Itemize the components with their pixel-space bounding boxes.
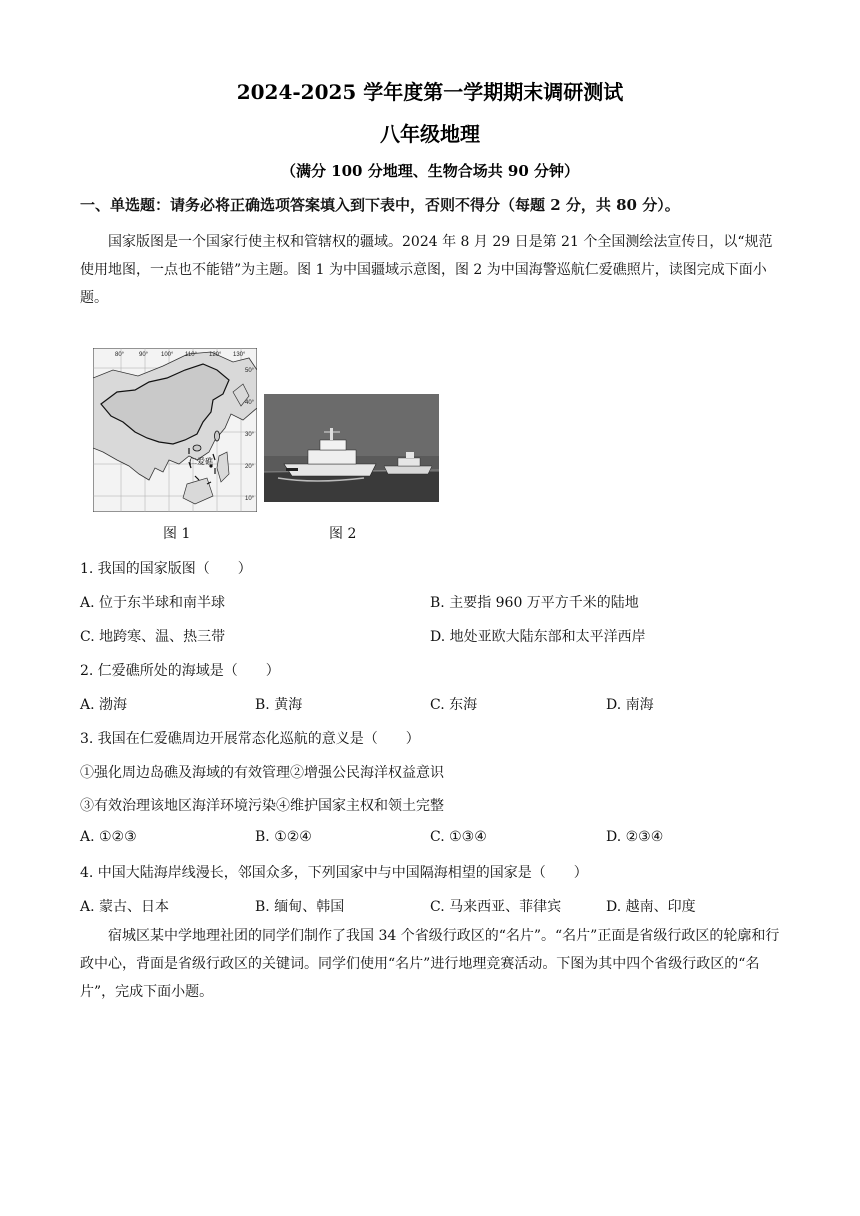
- lon-label: 130°: [233, 352, 246, 358]
- question-3-stem: 3. 我国在仁爱礁周边开展常态化巡航的意义是（ ）: [80, 731, 420, 747]
- intro-paragraph-1: 国家版图是一个国家行使主权和管辖权的疆域。2024 年 8 月 29 日是第 21 个全国测绘法宣传日，以“规范使用地图，一点也不能错”为主题。图 1 为中国疆域示意图，图 2 为中国海警巡航仁爱礁照片，读图完成下面小题。: [80, 234, 773, 306]
- exam-title: 2024-2025 学年度第一学期期末调研测试: [236, 80, 624, 104]
- coast-guard-photo: [264, 394, 439, 502]
- question-4-option-b: B. 缅甸、韩国: [255, 899, 345, 915]
- intro-paragraph-2: 宿城区某中学地理社团的同学们制作了我国 34 个省级行政区的“名片”。“名片”正面是省级行政区的轮廓和行政中心，背面是省级行政区的关键词。同学们使用“名片”进行地理竞赛活动。下图为其中四个省级行政区的“名片”，完成下面小题。: [80, 928, 780, 1000]
- question-1-option-a: A. 位于东半球和南半球: [80, 595, 226, 611]
- figure-1-caption: 图 1: [163, 526, 191, 542]
- question-1-option-b: B. 主要指 960 万平方千米的陆地: [430, 595, 639, 611]
- lat-label: 40°: [245, 400, 255, 406]
- exam-subject: 八年级地理: [380, 122, 480, 146]
- question-4-option-a: A. 蒙古、日本: [80, 899, 170, 915]
- lat-label: 20°: [245, 464, 255, 470]
- question-1-option-c: C. 地跨寒、温、热三带: [80, 629, 226, 645]
- question-3-option-d: D. ②③④: [606, 829, 664, 845]
- question-3-option-b: B. ①②④: [255, 829, 312, 845]
- renai-reef-label: 仁爱礁: [189, 457, 213, 466]
- question-3-statements-2: ③有效治理该地区海洋环境污染④维护国家主权和领土完整: [80, 798, 444, 814]
- question-2-option-d: D. 南海: [606, 697, 654, 713]
- lat-label: 10°: [245, 496, 255, 502]
- exam-note: （满分 100 分地理、生物合场共 90 分钟）: [280, 162, 580, 180]
- question-1-option-d: D. 地处亚欧大陆东部和太平洋西岸: [430, 629, 646, 645]
- section-heading: 一、单选题：请务必将正确选项答案填入到下表中，否则不得分（每题 2 分，共 80 分）。: [80, 196, 680, 214]
- lon-label: 80°: [115, 352, 125, 358]
- question-4-option-d: D. 越南、印度: [606, 899, 696, 915]
- question-2-stem: 2. 仁爱礁所处的海域是（ ）: [80, 663, 280, 679]
- question-2-option-c: C. 东海: [430, 697, 478, 713]
- lon-label: 110°: [185, 352, 197, 358]
- lat-label: 50°: [245, 368, 255, 374]
- question-3-option-a: A. ①②③: [80, 829, 137, 845]
- question-2-option-a: A. 渤海: [80, 697, 128, 713]
- figure-2-caption: 图 2: [329, 526, 357, 542]
- question-2-option-b: B. 黄海: [255, 697, 303, 713]
- question-3-statements-1: ①强化周边岛礁及海域的有效管理②增强公民海洋权益意识: [80, 765, 444, 781]
- lon-label: 90°: [139, 352, 149, 358]
- lon-label: 120°: [209, 352, 222, 358]
- lon-label: 100°: [161, 352, 174, 358]
- question-4-stem: 4. 中国大陆海岸线漫长，邻国众多，下列国家中与中国隔海相望的国家是（ ）: [80, 865, 588, 881]
- question-3-option-c: C. ①③④: [430, 829, 487, 845]
- lat-label: 30°: [245, 432, 255, 438]
- question-4-option-c: C. 马来西亚、菲律宾: [430, 899, 562, 915]
- china-territory-map: [93, 348, 257, 512]
- question-1-stem: 1. 我国的国家版图（ ）: [80, 561, 252, 577]
